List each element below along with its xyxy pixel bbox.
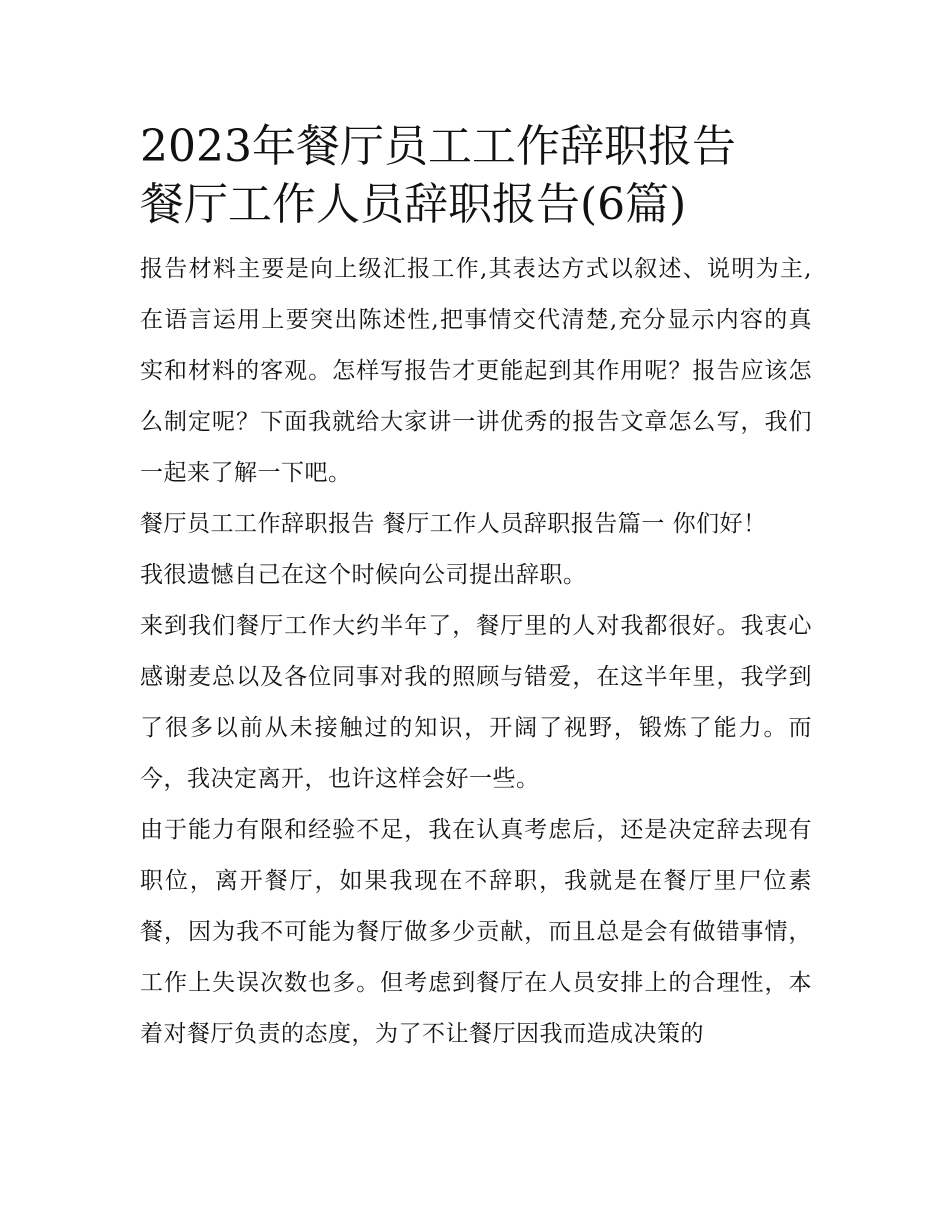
title-line-2: 餐厅工作人员辞职报告(6篇) — [140, 179, 687, 230]
greeting-paragraph: 餐厅员工工作辞职报告 餐厅工作人员辞职报告篇一 你们好！ — [140, 511, 767, 537]
intro-paragraph: 报告材料主要是向上级汇报工作,其表达方式以叙述、说明为主,在语言运用上要突出陈述性,把事情交代清楚,充分显示内容的真实和材料的客观。怎样写报告才更能起到其作用呢？报告应该怎么制定呢？下面我就给大家讲一讲优秀的报告文章怎么写，我们一起来了解一下吧。 — [140, 256, 812, 486]
reason-paragraph: 由于能力有限和经验不足，我在认真考虑后，还是决定辞去现有职位，离开餐厅，如果我现在不辞职，我就是在餐厅里尸位素餐，因为我不可能为餐厅做多少贡献，而且总是会有做错事情，工作上失误次数也多。但考虑到餐厅在人员安排上的合理性，本着对餐厅负责的态度，为了不让餐厅因我而造成决策的 — [140, 817, 812, 1047]
document-body — [140, 118, 812, 1060]
gratitude-paragraph: 来到我们餐厅工作大约半年了，餐厅里的人对我都很好。我衷心感谢麦总以及各位同事对我的照顾与错爱，在这半年里，我学到了很多以前从未接触过的知识，开阔了视野，锻炼了能力。而今，我决定离开，也许这样会好一些。 — [140, 613, 812, 792]
title-line-1: 2023年餐厅员工工作辞职报告 — [140, 121, 736, 172]
document-title — [140, 118, 812, 234]
resignation-statement: 我很遗憾自己在这个时候向公司提出辞职。 — [140, 562, 587, 588]
